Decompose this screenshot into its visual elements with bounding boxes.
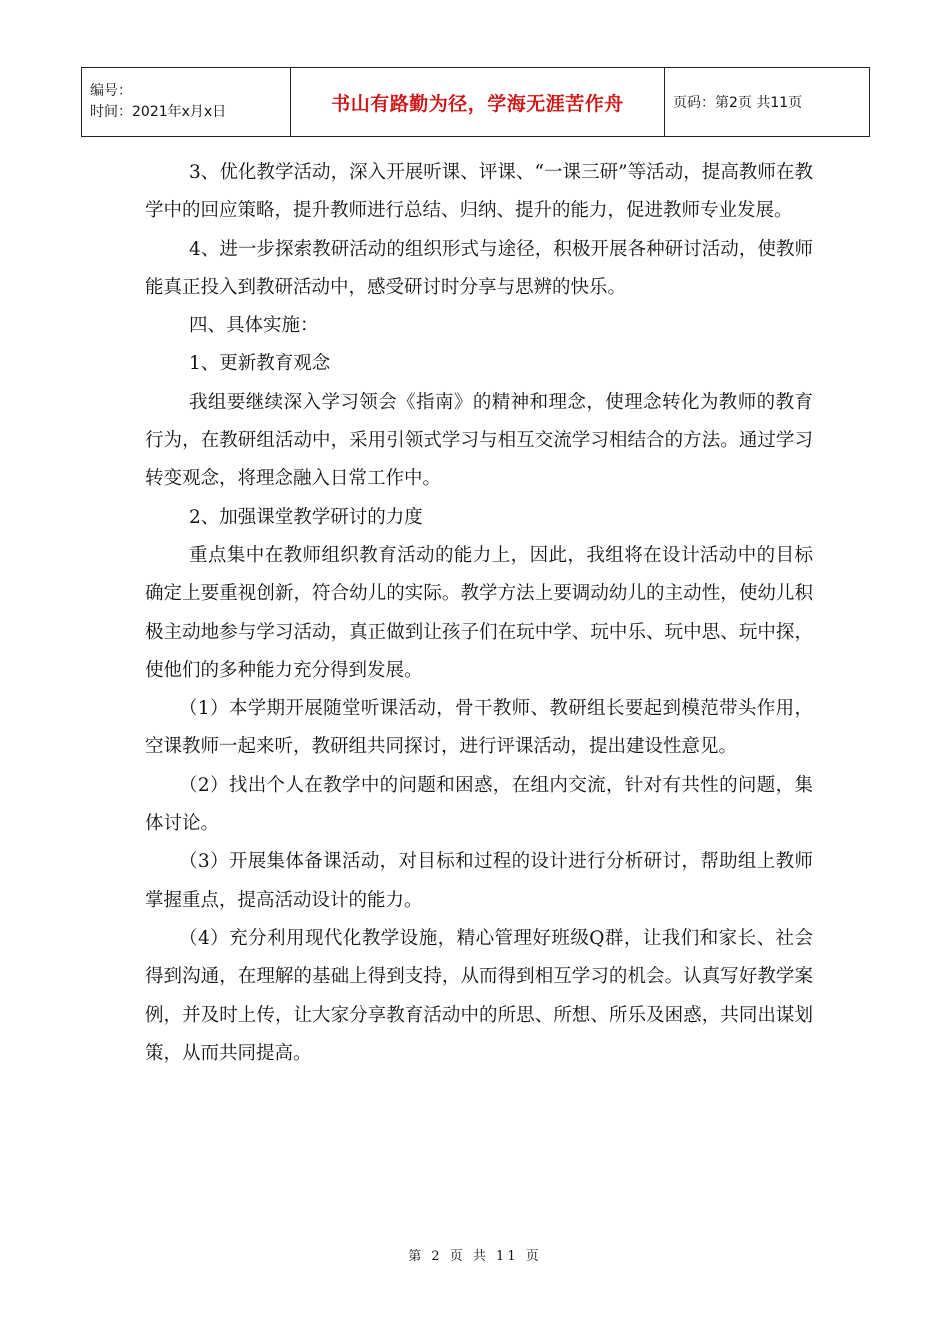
paragraph-update-concepts: 我组要继续深入学习领会《指南》的精神和理念，使理念转化为教师的教育行为，在教研组活动中，采用引领式学习与相互交流学习相结合的方法。通过学习转变观念，将理念融入日常工作中。 bbox=[145, 391, 813, 490]
paragraph-item-4: 4、进一步探索教研活动的组织形式与途径，积极开展各种研讨活动，使教师能真正投入到教研活动中，感受研讨时分享与思辨的快乐。 bbox=[145, 238, 813, 298]
document-header bbox=[81, 67, 870, 137]
page-footer: 第 2 页 共 11 页 bbox=[408, 1249, 542, 1264]
list-item-2: （2）找出个人在教学中的问题和困惑，在组内交流，针对有共性的问题，集体讨论。 bbox=[145, 774, 813, 835]
list-item-3: （3）开展集体备课活动，对目标和过程的设计进行分析研讨，帮助组上教师掌握重点，提高活动设计的能力。 bbox=[145, 851, 813, 911]
document-body bbox=[145, 154, 813, 1073]
header-page-info: 页码：第2页 共11页 bbox=[665, 68, 870, 137]
section-heading-implementation: 四、具体实施： bbox=[189, 315, 319, 337]
subheading-classroom-research: 2、加强课堂教学研讨的力度 bbox=[189, 506, 423, 528]
list-item-1: （1）本学期开展随堂听课活动，骨干教师、教研组长要起到模范带头作用，空课教师一起来听，教研组共同探讨，进行评课活动，提出建设性意见。 bbox=[145, 698, 813, 758]
list-item-4: （4）充分利用现代化教学设施，精心管理好班级Q群，让我们和家长、社会得到沟通，在理解的基础上得到支持，从而得到相互学习的机会。认真写好教学案例，并及时上传，让大家分享教育活动中的所思、所想、所乐及困惑，共同出谋划策，从而共同提高。 bbox=[145, 927, 813, 1064]
header-meta-cell bbox=[82, 68, 291, 137]
paragraph-classroom-research: 重点集中在教师组织教育活动的能力上，因此，我组将在设计活动中的目标确定上要重视创新，符合幼儿的实际。教学方法上要调动幼儿的主动性，使幼儿积极主动地参与学习活动，真正做到让孩子们在玩中学、玩中乐、玩中思、玩中探，使他们的多种能力充分得到发展。 bbox=[145, 544, 813, 681]
time-label: 时间：2021年x月x日 bbox=[90, 104, 227, 120]
subheading-update-concepts: 1、更新教育观念 bbox=[189, 353, 331, 375]
code-label: 编号： bbox=[90, 83, 132, 99]
paragraph-item-3: 3、优化教学活动，深入开展听课、评课、“一课三研”等活动，提高教师在教学中的回应策略，提升教师进行总结、归纳、提升的能力，促进教师专业发展。 bbox=[145, 162, 813, 222]
header-motto: 书山有路勤为径，学海无涯苦作舟 bbox=[291, 68, 665, 137]
